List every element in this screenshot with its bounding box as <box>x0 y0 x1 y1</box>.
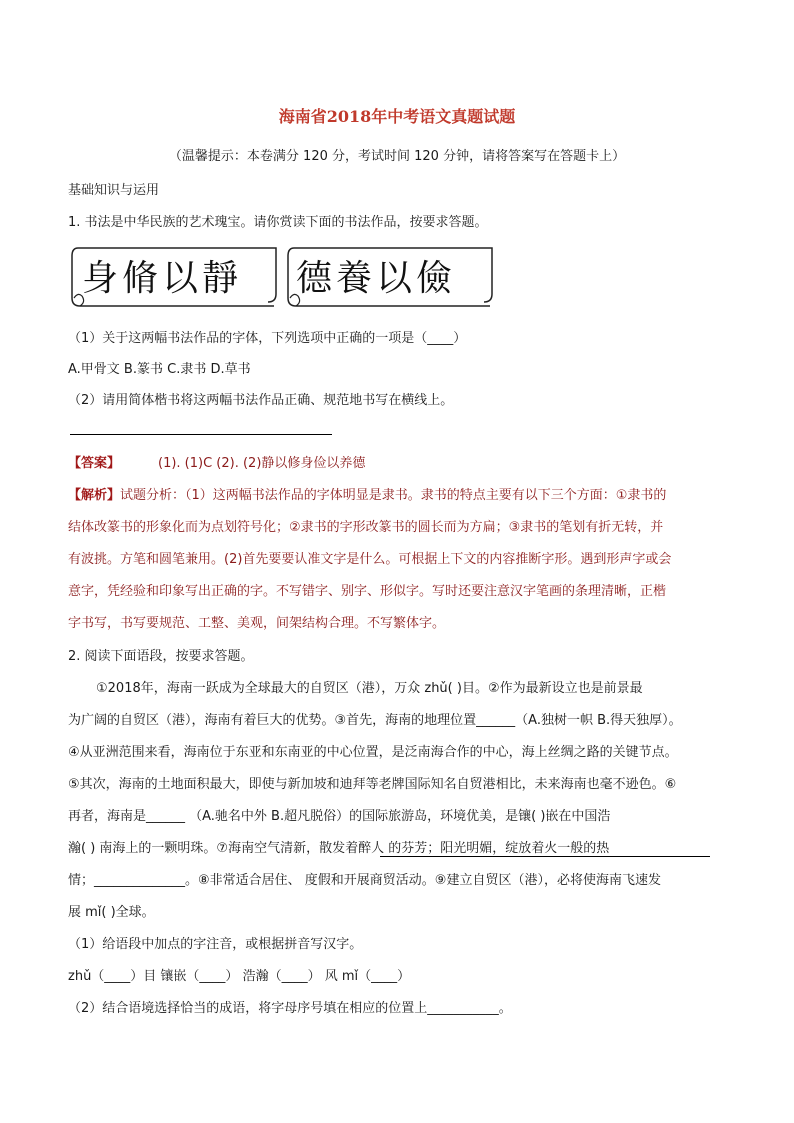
passage-line-1: ①2018年，海南一跃成为全球最大的自贸区（港），万众 zhǔ( )目。②作为最新设立也是前景最 <box>96 681 643 696</box>
calligraphy-text-left: 身脩以靜 <box>82 258 243 299</box>
question-2-sub1: （1）给语段中加点的字注音，或根据拼音写汉字。 <box>68 937 363 952</box>
question-1-options: A.甲骨文 B.篆书 C.隶书 D.草书 <box>68 362 251 377</box>
question-2-sub2: （2）结合语境选择恰当的成语，将字母序号填在相应的位置上___________。 <box>68 1001 512 1016</box>
analysis-line-5: 字书写，书写要规范、工整、美观，间架结构合理。不写繁体字。 <box>68 616 446 631</box>
calligraphy-scroll-left <box>68 240 282 310</box>
passage-line-5: 再者，海南是______ （A.驰名中外 B.超凡脱俗）的国际旅游岛，环境优美，是镶( )嵌在中国浩 <box>68 809 611 824</box>
analysis-line-2: 结体改篆书的形象化而为点划符号化；②隶书的字形改篆书的圆长而为方扁；③隶书的笔划有折无转，并 <box>68 520 664 535</box>
section-heading: 基础知识与运用 <box>68 183 160 198</box>
calligraphy-scroll-right <box>284 240 498 310</box>
passage-line-3: ④从亚洲范围来看，海南位于东亚和东南亚的中心位置，是泛南海合作的中心，海上丝绸之路的关键节点。 <box>68 745 678 760</box>
analysis-line-3: 有波挑。方笔和圆笔兼用。(2)首先要要认准文字是什么。可根据上下文的内容推断字形。遇到形声字或会 <box>68 552 672 567</box>
passage-line-4: ⑤其次，海南的土地面积最大，即使与新加坡和迪拜等老牌国际知名自贸港相比，未来海南也毫不逊色。⑥ <box>68 777 677 792</box>
page-title: 海南省2018年中考语文真题试题 <box>278 107 516 126</box>
question-2-fill: zhǔ（____）目 镶嵌（____） 浩瀚（____） 风 mǐ（____） <box>68 969 411 984</box>
passage-underline <box>380 856 710 857</box>
answer-label: 【答案】 <box>68 456 121 471</box>
question-1-sub2: （2）请用简体楷书将这两幅书法作品正确、规范地书写在横线上。 <box>68 393 454 408</box>
passage-line-7: 情；______________。⑧非常适合居住、 度假和开展商贸活动。⑨建立自贸区（港），必将使海南飞速发 <box>68 873 661 888</box>
exam-tip: （温馨提示：本卷满分 120 分，考试时间 120 分钟，请将答案写在答题卡上） <box>168 149 626 164</box>
passage-line-2: 为广阔的自贸区（港），海南有着巨大的优势。③首先，海南的地理位置______（A.独树一帜 B.得天独厚）。 <box>68 713 682 728</box>
passage-line-8: 展 mǐ( )全球。 <box>68 905 155 920</box>
answer-text: (1). (1)C (2). (2)静以修身俭以养德 <box>158 456 366 471</box>
answer-blank-line <box>70 434 332 435</box>
question-2-stem: 2. 阅读下面语段，按要求答题。 <box>68 649 254 664</box>
question-1-sub1: （1）关于这两幅书法作品的字体，下列选项中正确的一项是（____） <box>68 331 467 346</box>
passage-line-6: 瀚( ) 南海上的一颗明珠。⑦海南空气清新，散发着醉人 的芬芳；阳光明媚，绽放着火一般的热 <box>68 841 610 856</box>
analysis-label: 【解析】 <box>68 488 121 503</box>
question-1-stem: 1. 书法是中华民族的艺术瑰宝。请你赏读下面的书法作品，按要求答题。 <box>68 215 488 230</box>
calligraphy-text-right: 德養以儉 <box>296 258 457 299</box>
analysis-line-4: 意字，凭经验和印象写出正确的字。不写错字、别字、形似字。写时还要注意汉字笔画的条理清晰，正楷 <box>68 584 667 599</box>
analysis-line-1: 试题分析：（1）这两幅书法作品的字体明显是隶书。隶书的特点主要有以下三个方面：①隶书的 <box>120 488 667 503</box>
